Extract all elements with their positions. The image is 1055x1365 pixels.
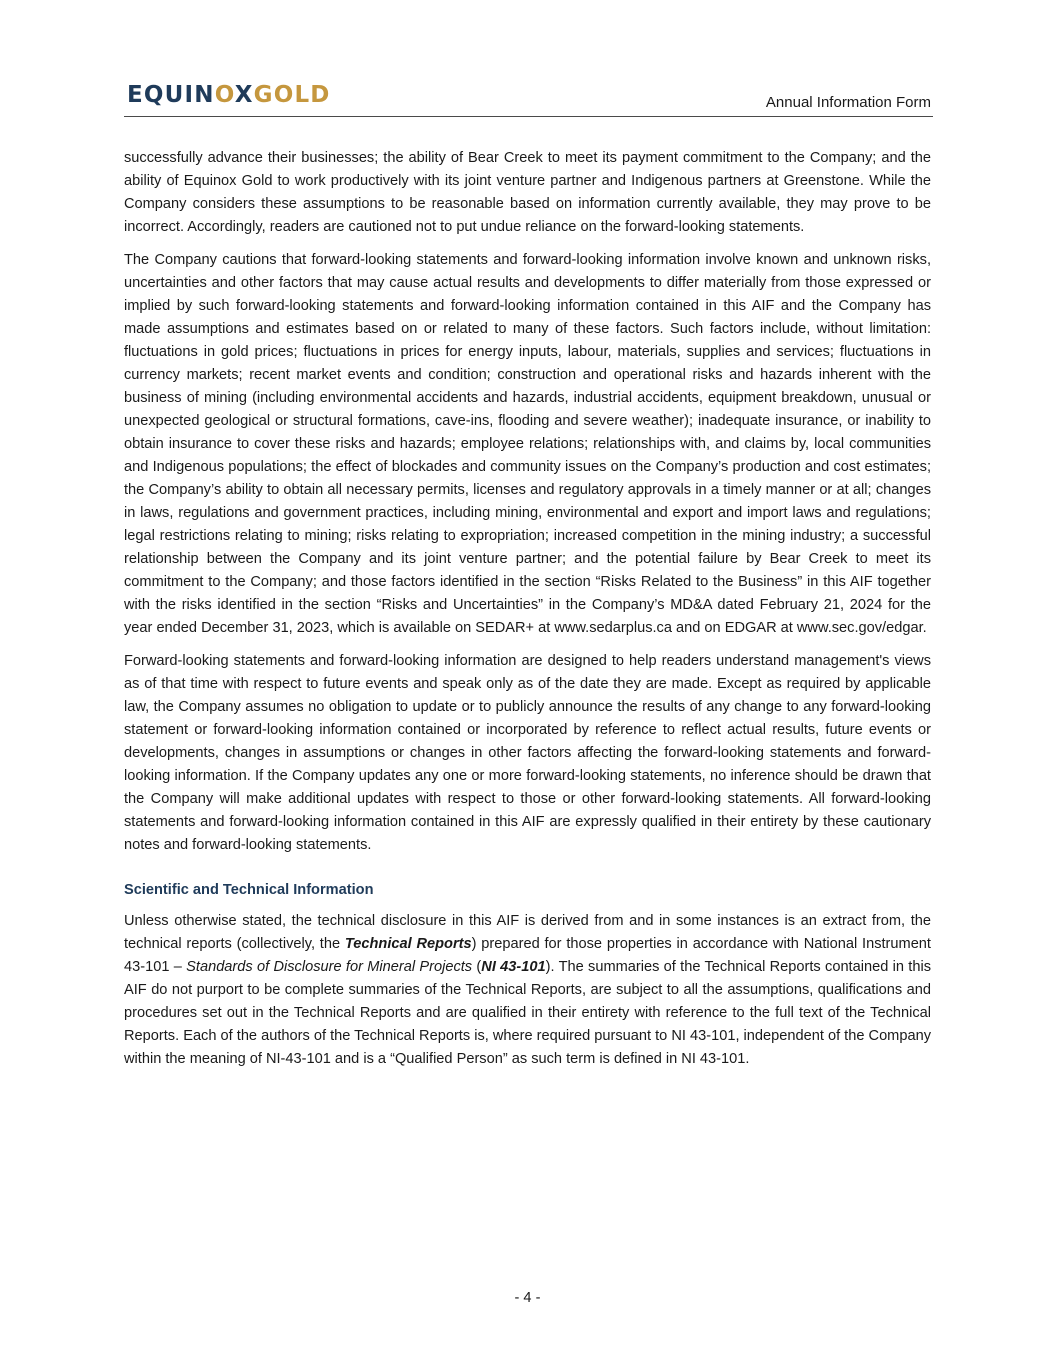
technical-text-1: Unless otherwise stated, the technical disclosure in this AIF is derived from and in some instances is an extract from, the technical reports (collectively, the (124, 913, 931, 952)
section-heading-scientific: Scientific and Technical Information (124, 882, 374, 898)
logo-text-gold: GOLD (253, 82, 331, 108)
paragraph-forward-looking: Forward-looking statements and forward-looking information are designed to help readers understand management's views as of that time with respect to future events and speak only as of the date they are made. Except as required by applicable law, the Company assumes no obligation to update or to publicly announce the results of any change to any forward-looking statement or forward-looking information contained or incorporated by reference to reflect actual results, future events or developments, changes in assumptions or changes in other factors affecting the forward-looking statements and forward-looking information. If the Company updates any one or more forward-looking statements, no inference should be drawn that the Company will make additional updates with respect to those or other forward-looking statements. All forward-looking statements and forward-looking information contained in this AIF are expressly qualified in their entirety by these cautionary notes and forward-looking statements. (124, 653, 931, 853)
standard-title: Standards of Disclosure for Mineral Projects (186, 959, 473, 975)
paragraph-risk-factors: The Company cautions that forward-looking statements and forward-looking information involve known and unknown risks, uncertainties and other factors that may cause actual results and developments to differ materially from those expressed or implied by such forward-looking statements and forward-looking information contained in this AIF and the Company has made assumptions and estimates based on or related to many of these factors. Such factors include, without limitation: fluctuations in gold prices; fluctuations in prices for energy inputs, labour, materials, supplies and services; fluctuations in currency markets; recent market events and condition; construction and operational risks and hazards inherent with the business of mining (including environmental accidents and hazards, industrial accidents, equipment breakdown, unusual or unexpected geological or structural formations, cave-ins, flooding and severe weather); inadequate insurance, or inability to obtain insurance to cover these risks and hazards; employee relations; relationships with, and claims by, local communities and Indigenous populations; the effect of blockades and community issues on the Company’s production and cost estimates; the Company’s ability to obtain all necessary permits, licenses and regulatory approvals in a timely manner or at all; changes in laws, regulations and government practices, including mining, environmental and export and import laws and regulations; legal restrictions relating to mining; risks relating to expropriation; increased competition in the mining industry; a successful relationship between the Company and its joint venture partner; and the potential failure by Bear Creek to meet its commitment to the Company; and those factors identified in the section “Risks Related to the Business” in this AIF together with the risks identified in the section “Risks and Uncertainties” in the Company’s MD&A dated February 21, 2024 for the year ended December 31, 2023, which is available on SEDAR+ at www.sedarplus.ca and on EDGAR at www.sec.gov/edgar. (124, 252, 931, 636)
paragraph-technical-information (124, 910, 931, 1071)
page-header (124, 78, 933, 117)
logo-text-x: X (234, 82, 254, 108)
technical-text-2: ) prepared for those properties in accordance with National Instrument 43-101 – (124, 936, 931, 975)
equinox-gold-logo (127, 82, 331, 108)
defined-term-ni-43-101: NI 43-101 (481, 959, 546, 975)
document-title: Annual Information Form (765, 94, 931, 111)
page-content (124, 147, 931, 1081)
defined-term-technical-reports: Technical Reports (344, 936, 472, 952)
paragraph-assumptions: successfully advance their businesses; the ability of Bear Creek to meet its payment commitment to the Company; and the ability of Equinox Gold to work productively with its joint venture partner and Indigenous partners at Greenstone. While the Company considers these assumptions to be reasonable based on information currently available, they may prove to be incorrect. Accordingly, readers are cautioned not to put undue reliance on the forward-looking statements. (124, 150, 931, 235)
logo-text-equinox-1: EQUIN (127, 82, 215, 108)
technical-text-4: ). The summaries of the Technical Reports contained in this AIF do not purport to be complete summaries of the Technical Reports, are subject to all the assumptions, qualifications and procedures set out in the Technical Reports and are qualified in their entirety with reference to the full text of the Technical Reports. Each of the authors of the Technical Reports is, where required pursuant to NI 43-101, independent of the Company within the meaning of NI-43-101 and is a “Qualified Person” as such term is defined in NI 43-101. (124, 959, 931, 1067)
logo-text-o: O (214, 82, 235, 108)
technical-text-3: ( (472, 959, 482, 975)
page-number: - 4 - (514, 1290, 541, 1306)
